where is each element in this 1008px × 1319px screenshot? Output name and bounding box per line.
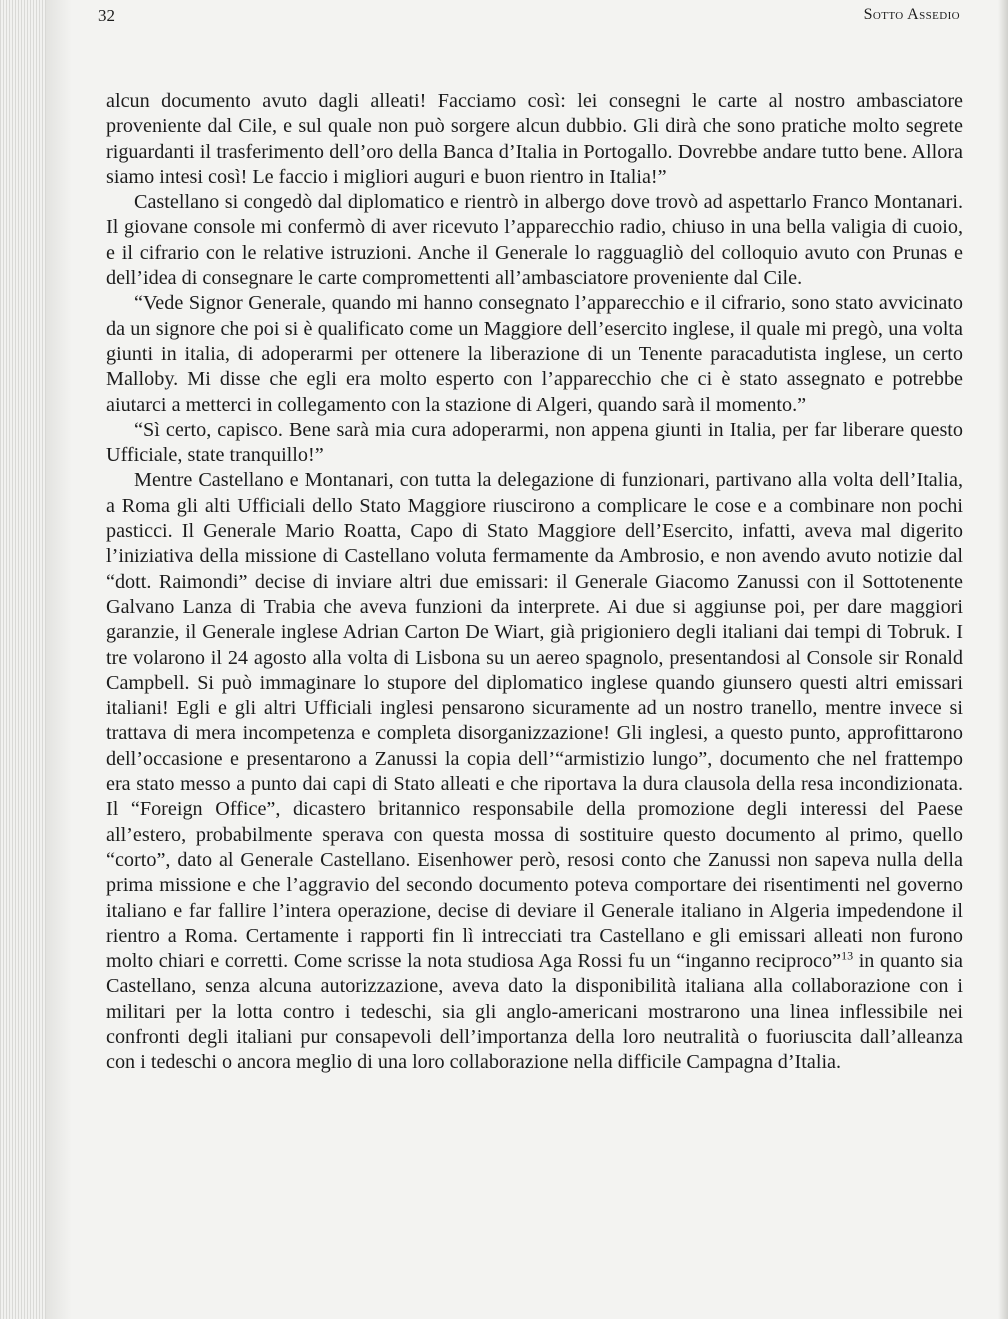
page-number: 32 [98,6,115,25]
footnote-reference[interactable]: 13 [841,948,854,963]
paragraph-5 [106,468,963,1075]
paragraph-3: “Vede Signor Generale, quando mi hanno consegnato l’apparecchio e il cifrario, sono stato avvicinato da un signore che poi si è qualificato come un Maggiore dell’esercito inglese, il quale mi pregò, una volta giunti in italia, di adoperarmi per ottenere la liberazione di un Tenente paracadutista inglese, un certo Malloby. Mi disse che egli era molto esperto con l’apparecchio che ci è stato assegnato e potrebbe aiutarci a metterci in collegamento con la stazione di Algeri, quando sarà il momento.” [106,292,963,416]
paragraph-5-text: Mentre Castellano e Montanari, con tutta la delegazione di funzionari, partivano alla volta dell’Italia, a Roma gli alti Ufficiali dello Stato Maggiore riuscirono a complicare le cose e a combinare non pochi pasticci. Il Generale Mario Roatta, Capo di Stato Maggiore dell’Esercito, infatti, aveva mal digerito l’iniziativa della missione di Castellano voluta fermamente da Ambrosio, e non avendo avuto notizie dal “dott. Raimondi” decise di inviare altri due emissari: il Generale Giacomo Zanussi con il Sottotenente Galvano Lanza di Trabia che aveva funzioni da interprete. Ai due si aggiunse poi, per dare maggiori garanzie, il Generale inglese Adrian Carton De Wiart, già prigioniero degli italiani dai tempi di Tobruk. I tre volarono il 24 agosto alla volta di Lisbona su un aereo spagnolo, presentandosi al Console sir Ronald Campbell. Si può immaginare lo stupore del diplomatico inglese quando giunsero questi altri emissari italiani! Egli e gli altri Ufficiali inglesi pensarono sicuramente ad un nostro tranello, mentre invece si trattava di mera incompetenza e completa disorganizzazione! Gli inglesi, a questo punto, approfittarono dell’occasione e presentarono a Zanussi la copia dell’“armistizio lungo”, documento che nel frattempo era stato messo a punto dai capi di Stato alleati e che riportava la dura clausola della resa incondizionata. Il “Foreign Office”, dicastero britannico responsabile della promozione degli interessi del Paese all’estero, probabilmente sperava con questa mossa di sostituire questo documento al primo, quello “corto”, dato al Generale Castellano. Eisenhower però, resosi conto che Zanussi non sapeva nulla della prima missione e che l’aggravio del secondo documento poteva comportare dei risentimenti nel governo italiano e far fallire l’intera operazione, decise di deviare il Generale italiano in Algeria impedendone il rientro a Roma. Certamente i rapporti fin lì intrecciati tra Castellano e gli emissari alleati non furono molto chiari e corretti. Come scrisse la nota studiosa Aga Rossi fu un “inganno reciproco” [106,469,963,973]
paragraph-5-continued: in quanto sia Castellano, senza alcuna autorizzazione, aveva dato la disponibilità italiana alla collaborazione con i militari per la lotta contro i tedeschi, sia gli anglo-americani mostrarono una linea inflessibile nei confronti degli italiani pur consapevoli dell’importanza della loro neutralità o fuoriuscita dall’alleanza con i tedeschi o ancora meglio di una loro collaborazione nella difficile Campagna d’Italia. [106,950,963,1074]
paragraph-2: Castellano si congedò dal diplomatico e rientrò in albergo dove trovò ad aspettarlo Franco Montanari. Il giovane console mi confermò di aver ricevuto l’apparecchio radio, chiuso in una bella valigia di cuoio, e il cifrario con le relative istruzioni. Anche il Generale lo ragguagliò del colloquio avuto con Prunas e dell’idea di consegnare le carte compromettenti all’ambasciatore proveniente dal Cile. [106,191,963,290]
book-gutter [0,0,46,1319]
paragraph-1: alcun documento avuto dagli alleati! Facciamo così: lei consegni le carte al nostro ambasciatore proveniente dal Cile, e sul quale non può sorgere alcun dubbio. Gli dirà che sono pratiche molto segrete riguardanti il trasferimento dell’oro della Banca d’Italia in Portogallo. Dovrebbe andare tutto bene. Allora siamo intesi così! Le faccio i migliori auguri e buon rientro in Italia!” [106,90,963,188]
gutter-shadow [46,0,72,1319]
paragraph-4: “Sì certo, capisco. Bene sarà mia cura adoperarmi, non appena giunti in Italia, per far liberare questo Ufficiale, state tranquillo!” [106,418,963,467]
running-title: Sotto Assedio [863,6,960,23]
page-edge-shadow [998,0,1008,1319]
body-text [106,89,963,1076]
